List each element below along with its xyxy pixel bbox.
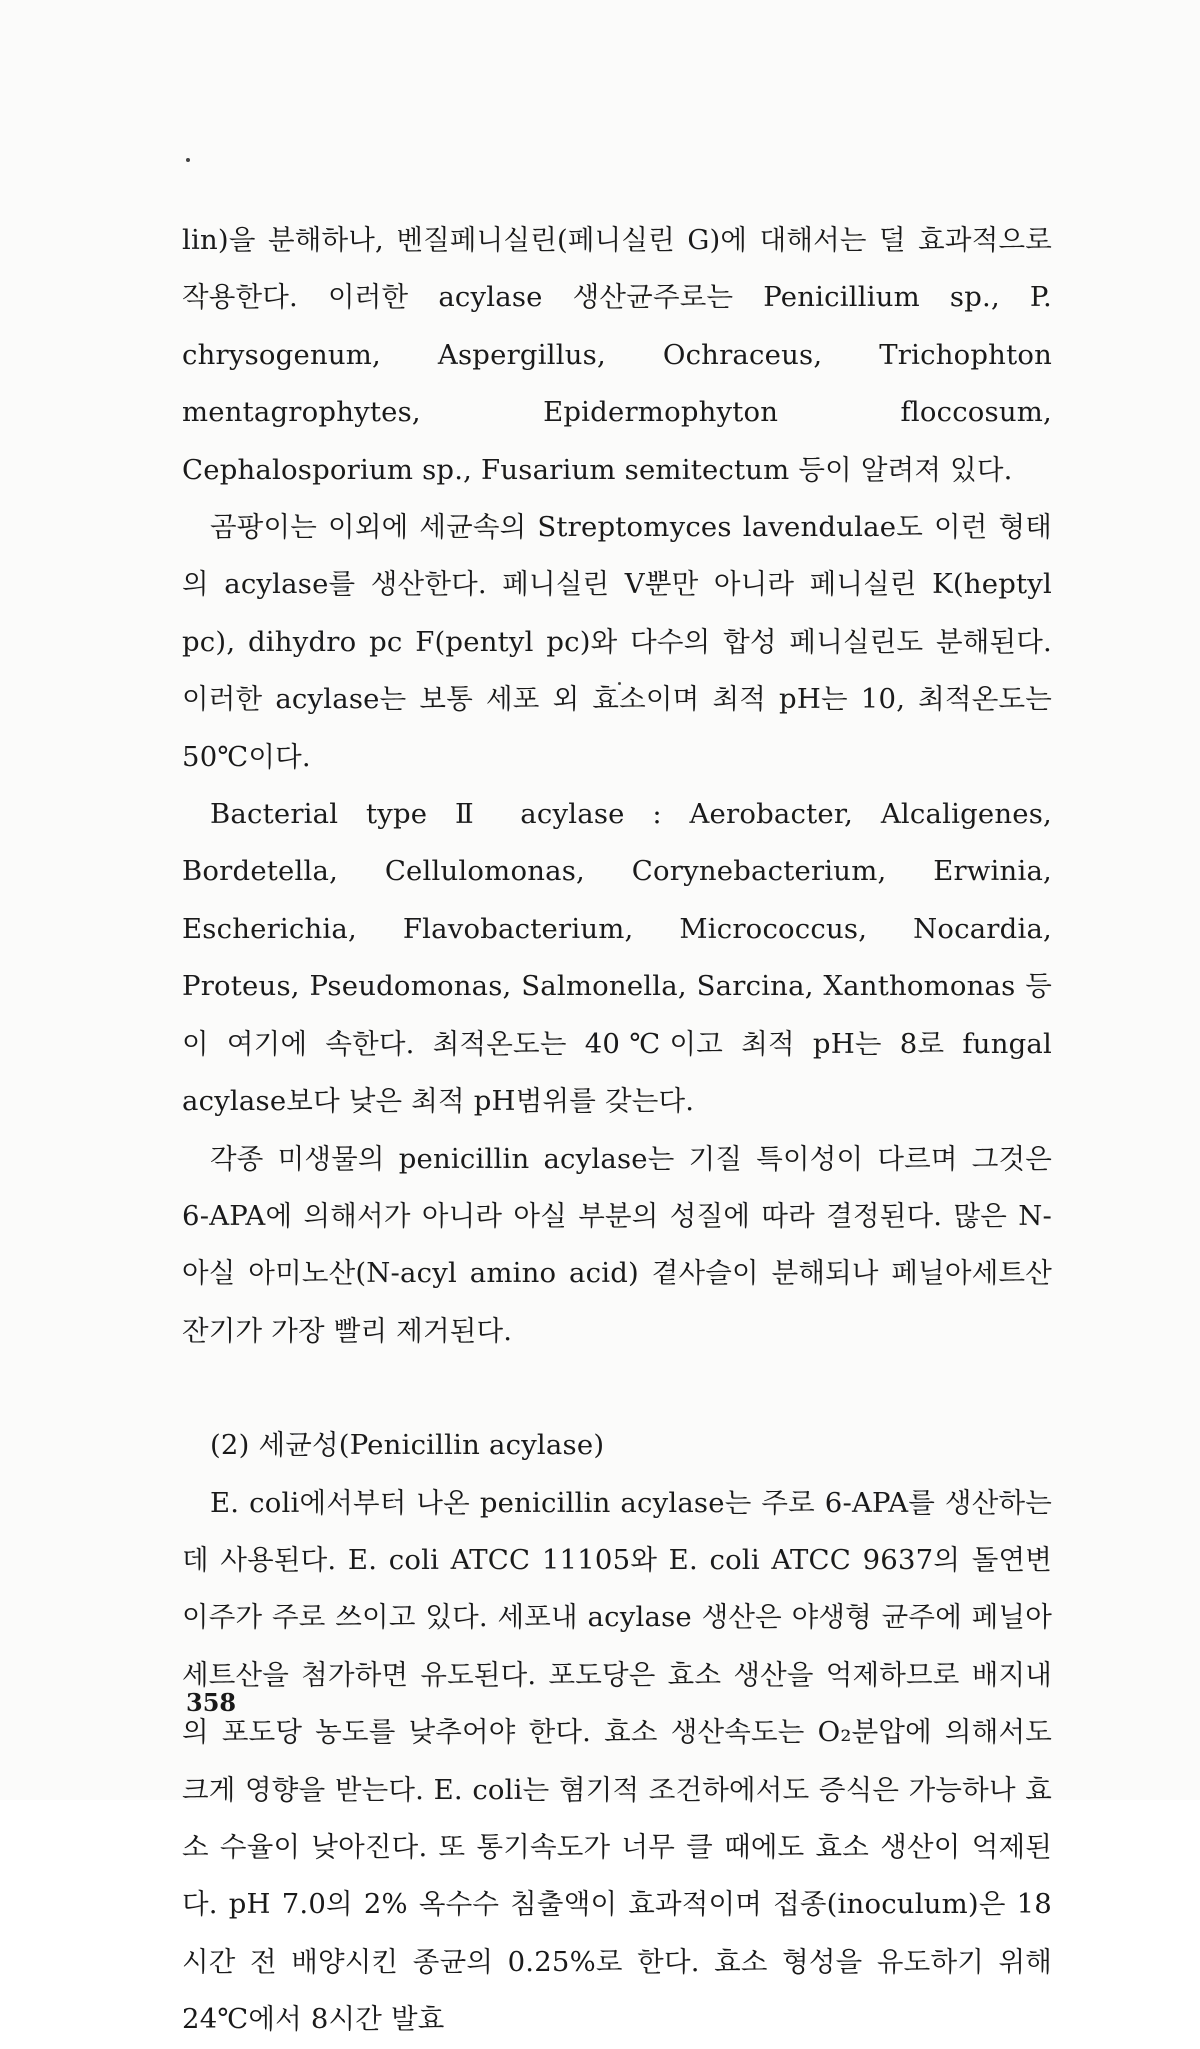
paragraph-substrate-specificity: 각종 미생물의 penicillin acylase는 기질 특이성이 다르며 그것은 6-APA에 의해서가 아니라 아실 부분의 성질에 따라 결정된다. 많은 N-아실 아미노산(N-acyl amino acid) 곁사슬이 분해되나 페닐아세트산 잔기가 가장 빨리 제거된다. — [182, 1142, 1052, 1347]
paragraph-fungal-acylase-producers: lin)을 분해하나, 벤질페니실린(페니실린 G)에 대해서는 덜 효과적으로 작용한다. 이러한 acylase 생산균주로는 Penicillium sp., P. chrysogenum, Aspergillus, Ochraceus, Trichophton mentagrophytes, Epidermophyton floccosum, Cephalosporium sp., Fusarium semitectum 등이 알려져 있다. — [182, 224, 1052, 486]
paragraph-bacterial-type-2: Bacterial type Ⅱ acylase : Aerobacter, Alcaligenes, Bordetella, Cellulomonas, Corynebacterium, Erwinia, Escherichia, Flavobacterium, Micrococcus, Nocardia, Proteus, Pseudomonas, Salmonella, Sarcina, Xanthomonas 등이 여기에 속한다. 최적온도는 40℃이고 최적 pH는 8로 fungal acylase보다 낮은 최적 pH범위를 갖는다. — [182, 798, 1052, 1118]
section-heading: (2) 세균성(Penicillin acylase) — [210, 1429, 605, 1462]
body-text — [182, 212, 1052, 2049]
page-number: 358 — [186, 1688, 237, 1717]
paragraph-streptomyces: 곰팡이는 이외에 세균속의 Streptomyces lavendulae도 이런 형태의 acylase를 생산한다. 페니실린 V뿐만 아니라 페니실린 K(heptyl pc), dihydro pc F(pentyl pc)와 다수의 합성 페니실린도 분해된다. 이러한 acylase는 보통 세포 외 효소이며 최적 pH는 10, 최적온도는 50℃이다. — [182, 511, 1052, 773]
paragraph-ecoli-acylase: E. coli에서부터 나온 penicillin acylase는 주로 6-APA를 생산하는 데 사용된다. E. coli ATCC 11105와 E. coli ATCC 9637의 돌연변이주가 주로 쓰이고 있다. 세포내 acylase 생산은 야생형 균주에 페닐아세트산을 첨가하면 유도된다. 포도당은 효소 생산을 억제하므로 배지내의 포도당 농도를 낮추어야 한다. 효소 생산속도는 O₂분압에 의해서도 크게 영향을 받는다. E. coli는 혐기적 조건하에서도 증식은 가능하나 효소 수율이 낮아진다. 또 통기속도가 너무 클 때에도 효소 생산이 억제된다. pH 7.0의 2% 옥수수 침출액이 효과적이며 접종(inoculum)은 18시간 전 배양시킨 종균의 0.25%로 한다. 효소 형성을 유도하기 위해 24℃에서 8시간 발효 — [182, 1486, 1052, 2036]
speck-mark — [186, 158, 190, 162]
